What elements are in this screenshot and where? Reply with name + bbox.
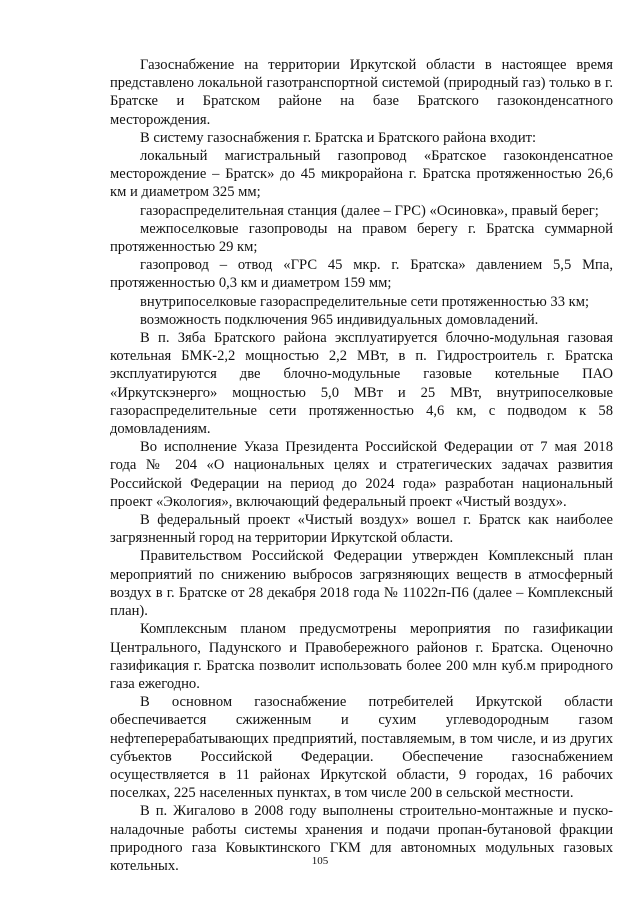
paragraph: Комплексным планом предусмотрены мероприятия по газификации Центрального, Падунского и Правобережного районов г. Братска. Оценочно газификация г. Братска позволит использовать более 200 млн куб.м природного газа ежегодно. [110,621,613,692]
paragraph: локальный магистральный газопровод «Братское газоконденсатное месторождение – Братск» до 45 микрорайона г. Братска протяженностью 26,6 км и диаметром 325 мм; [110,148,613,201]
paragraph: внутрипоселковые газораспределительные сети протяженностью 33 км; [140,293,590,310]
paragraph: В основном газоснабжение потребителей Иркутской области обеспечивается сжиженным и сухим углеводородным газом нефтеперерабатывающих предприятий, поставляемым, в том числе, и из других субъектов Российской Федерации. Обеспечение газоснабжением осуществляется в 11 районах Иркутской области, 9 городах, 16 рабочих поселках, 225 населенных пунктах, в том числе 200 в сельской местности. [110,694,613,802]
paragraph: В п. Жигалово в 2008 году выполнены строительно-монтажные и пуско-наладочные работы системы хранения и подачи пропан-бутановой фракции природного газа Ковыктинского ГКМ для автономных модульных газовых котельных. [110,803,613,874]
paragraph: В систему газоснабжения г. Братска и Братского района входит: [140,129,537,146]
document-body [110,56,613,875]
paragraph: возможность подключения 965 индивидуальных домовладений. [140,311,539,328]
paragraph: В п. Зяба Братского района эксплуатируется блочно-модульная газовая котельная БМК-2,2 мощностью 2,2 МВт, в п. Гидростроитель г. Братска эксплуатируются две блочно-модульные газовые котельные ПАО «Иркутскэнерго» мощностью 5,0 МВт и 25 МВт, внутрипоселковые газораспределительные сети протяженностью 4,6 км, с подводом к 58 домовладениям. [110,330,613,438]
paragraph: межпоселковые газопроводы на правом берегу г. Братска суммарной протяженностью 29 км; [110,220,613,256]
paragraph: В федеральный проект «Чистый воздух» вошел г. Братск как наиболее загрязненный город на территории Иркутской области. [110,512,613,547]
paragraph: Правительством Российской Федерации утвержден Комплексный план мероприятий по снижению выбросов загрязняющих веществ в атмосферный воздух в г. Братске от 28 декабря 2018 года № 11022п-П6 (далее – Комплексный план). [110,548,613,620]
paragraph: газораспределительная станция (далее – ГРС) «Осиновка», правый берег; [140,202,599,219]
paragraph: Во исполнение Указа Президента Российской Федерации от 7 мая 2018 года № 204 «О национальных целях и стратегических задачах развития Российской Федерации на период до 2024 года» разработан национальный проект «Экология», включающий федеральный проект «Чистый воздух». [110,439,613,510]
page-number: 105 [311,855,329,867]
paragraph: Газоснабжение на территории Иркутской области в настоящее время представлено локальной газотранспортной системой (природный газ) только в г. Братске и Братском районе на базе Братского газоконденсатного месторождения. [110,57,613,128]
paragraph: газопровод – отвод «ГРС 45 мкр. г. Братска» давлением 5,5 Мпа, протяженностью 0,3 км и диаметром 159 мм; [110,257,613,292]
